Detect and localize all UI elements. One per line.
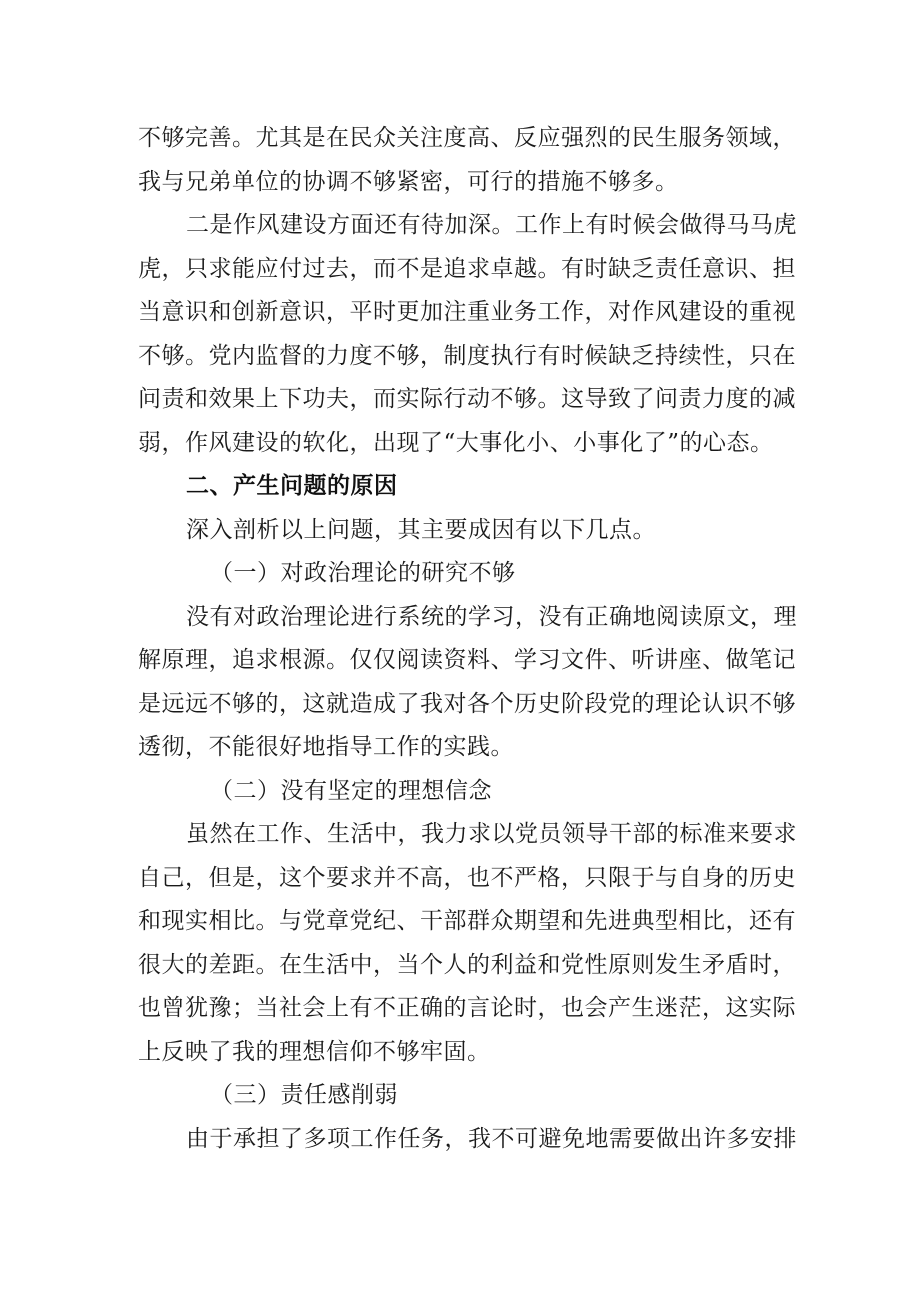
body-text-line: 和现实相比。与党章党纪、干部群众期望和先进典型相比，还有 (138, 908, 796, 934)
body-text-line: 上反映了我的理想信仰不够牢固。 (138, 1039, 491, 1065)
body-text-line: 不够。党内监督的力度不够，制度执行有时候缺乏持续性，只在 (138, 343, 796, 369)
body-text-line: 是远远不够的，这就造成了我对各个历史阶段党的理论认识不够 (138, 691, 796, 717)
body-text-line: 很大的差距。在生活中，当个人的利益和党性原则发生矛盾时， (138, 952, 796, 978)
body-text-line: 不够完善。尤其是在民众关注度高、反应强烈的民生服务领域， (138, 125, 796, 151)
subsection-heading: （一）对政治理论的研究不够 (210, 560, 516, 586)
body-text-line: 弱，作风建设的软化，出现了“大事化小、小事化了”的心态。 (138, 430, 774, 456)
paragraph-start-line: 没有对政治理论进行系统的学习，没有正确地阅读原文，理 (186, 604, 797, 630)
paragraph-start-line: 由于承担了多项工作任务，我不可避免地需要做出许多安排 (186, 1126, 797, 1152)
body-text-line: 解原理，追求根源。仅仅阅读资料、学习文件、听讲座、做笔记 (138, 647, 796, 673)
body-text-line: 透彻，不能很好地指导工作的实践。 (138, 734, 514, 760)
paragraph-start-line: 二是作风建设方面还有待加深。工作上有时候会做得马马虎 (186, 212, 797, 238)
subsection-heading: （二）没有坚定的理想信念 (210, 778, 492, 804)
paragraph-start-line: 深入剖析以上问题，其主要成因有以下几点。 (186, 517, 656, 543)
subsection-heading: （三）责任感削弱 (210, 1082, 398, 1108)
body-text-line: 虎，只求能应付过去，而不是追求卓越。有时缺乏责任意识、担 (138, 256, 796, 282)
body-text-line: 也曾犹豫；当社会上有不正确的言论时，也会产生迷茫，这实际 (138, 995, 796, 1021)
body-text-line: 问责和效果上下功夫，而实际行动不够。这导致了问责力度的减 (138, 386, 796, 412)
body-text-line: 当意识和创新意识，平时更加注重业务工作，对作风建设的重视 (138, 299, 796, 325)
paragraph-start-line: 虽然在工作、生活中，我力求以党员领导干部的标准来要求 (186, 821, 797, 847)
section-heading: 二、产生问题的原因 (186, 473, 398, 499)
body-text-line: 我与兄弟单位的协调不够紧密，可行的措施不够多。 (138, 169, 679, 195)
body-text-line: 自己，但是，这个要求并不高，也不严格，只限于与自身的历史 (138, 865, 796, 891)
